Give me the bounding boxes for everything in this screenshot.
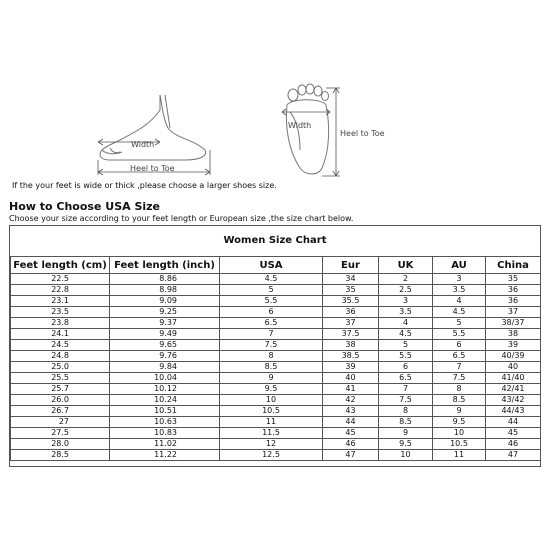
table-row bbox=[11, 351, 541, 362]
table-cell: 5 bbox=[379, 340, 433, 351]
table-cell: 45 bbox=[486, 428, 541, 439]
table-cell: 10 bbox=[379, 450, 433, 461]
table-cell: 41 bbox=[323, 384, 379, 395]
table-cell: 40/39 bbox=[486, 351, 541, 362]
table-cell: 10.5 bbox=[433, 439, 486, 450]
table-cell: 44 bbox=[486, 417, 541, 428]
sole-heel-arrow bbox=[322, 88, 340, 176]
table-cell: 6 bbox=[433, 340, 486, 351]
table-cell: 35 bbox=[323, 285, 379, 296]
table-cell: 10.63 bbox=[110, 417, 220, 428]
table-cell: 7.5 bbox=[379, 395, 433, 406]
table-cell: 6.5 bbox=[379, 373, 433, 384]
table-row bbox=[11, 296, 541, 307]
table-cell: 9 bbox=[379, 428, 433, 439]
table-cell: 38.5 bbox=[323, 351, 379, 362]
table-cell: 10.83 bbox=[110, 428, 220, 439]
table-cell: 9 bbox=[433, 406, 486, 417]
table-cell: 8 bbox=[379, 406, 433, 417]
table-cell: 6.5 bbox=[433, 351, 486, 362]
table-cell: 36 bbox=[323, 307, 379, 318]
table-cell: 35.5 bbox=[323, 296, 379, 307]
table-body bbox=[11, 274, 541, 461]
table-cell: 9.5 bbox=[433, 417, 486, 428]
table-cell: 6.5 bbox=[220, 318, 323, 329]
table-cell: 24.1 bbox=[11, 329, 110, 340]
table-cell: 9.5 bbox=[220, 384, 323, 395]
table-cell: 9.25 bbox=[110, 307, 220, 318]
side-heel-label: Heel to Toe bbox=[130, 164, 175, 173]
table-cell: 9 bbox=[220, 373, 323, 384]
table-cell: 46 bbox=[323, 439, 379, 450]
table-cell: 24.5 bbox=[11, 340, 110, 351]
table-cell: 40 bbox=[323, 373, 379, 384]
table-cell: 8.86 bbox=[110, 274, 220, 285]
table-row bbox=[11, 362, 541, 373]
sole-heel-label: Heel to Toe bbox=[340, 129, 385, 138]
header-uk: UK bbox=[379, 257, 433, 274]
table-row bbox=[11, 428, 541, 439]
table-cell: 7 bbox=[379, 384, 433, 395]
table-cell: 25.7 bbox=[11, 384, 110, 395]
table-cell: 9.49 bbox=[110, 329, 220, 340]
table-cell: 34 bbox=[323, 274, 379, 285]
table-cell: 46 bbox=[486, 439, 541, 450]
table-cell: 4.5 bbox=[379, 329, 433, 340]
table-cell: 9.65 bbox=[110, 340, 220, 351]
table-row bbox=[11, 285, 541, 296]
table-cell: 9.84 bbox=[110, 362, 220, 373]
foot-side-view bbox=[100, 95, 206, 160]
table-cell: 5.5 bbox=[220, 296, 323, 307]
table-cell: 3 bbox=[379, 296, 433, 307]
table-cell: 10.24 bbox=[110, 395, 220, 406]
table-cell: 4.5 bbox=[433, 307, 486, 318]
header-feet-cm: Feet length (cm) bbox=[11, 257, 110, 274]
table-cell: 44/43 bbox=[486, 406, 541, 417]
table-cell: 23.1 bbox=[11, 296, 110, 307]
table-cell: 10.51 bbox=[110, 406, 220, 417]
table-cell: 4 bbox=[433, 296, 486, 307]
table-cell: 11 bbox=[433, 450, 486, 461]
wide-feet-tip: If the your feet is wide or thick ,please choose a larger shoes size. bbox=[12, 181, 277, 190]
table-cell: 7.5 bbox=[220, 340, 323, 351]
table-row bbox=[11, 329, 541, 340]
table-cell: 2 bbox=[379, 274, 433, 285]
table-cell: 9.5 bbox=[379, 439, 433, 450]
sole-width-arrow bbox=[282, 109, 330, 115]
table-cell: 37 bbox=[486, 307, 541, 318]
table-cell: 37 bbox=[323, 318, 379, 329]
table-cell: 10.5 bbox=[220, 406, 323, 417]
table-cell: 26.0 bbox=[11, 395, 110, 406]
table-cell: 39 bbox=[486, 340, 541, 351]
table-cell: 9.76 bbox=[110, 351, 220, 362]
table-cell: 36 bbox=[486, 285, 541, 296]
foot-measurement-illustration bbox=[0, 0, 550, 180]
chart-title: Women Size Chart bbox=[223, 235, 327, 246]
table-cell: 43 bbox=[323, 406, 379, 417]
table-cell: 27.5 bbox=[11, 428, 110, 439]
table-cell: 11.5 bbox=[220, 428, 323, 439]
table-cell: 28.0 bbox=[11, 439, 110, 450]
table-cell: 42 bbox=[323, 395, 379, 406]
table-cell: 44 bbox=[323, 417, 379, 428]
header-au: AU bbox=[433, 257, 486, 274]
table-cell: 38 bbox=[323, 340, 379, 351]
table-cell: 3.5 bbox=[379, 307, 433, 318]
header-usa: USA bbox=[220, 257, 323, 274]
table-cell: 25.0 bbox=[11, 362, 110, 373]
table-cell: 35 bbox=[486, 274, 541, 285]
table-cell: 23.8 bbox=[11, 318, 110, 329]
table-row bbox=[11, 406, 541, 417]
table-cell: 10.04 bbox=[110, 373, 220, 384]
table-cell: 8 bbox=[220, 351, 323, 362]
table-cell: 41/40 bbox=[486, 373, 541, 384]
table-row bbox=[11, 373, 541, 384]
table-cell: 5 bbox=[433, 318, 486, 329]
table-cell: 8.5 bbox=[220, 362, 323, 373]
size-table bbox=[10, 256, 541, 461]
table-cell: 2.5 bbox=[379, 285, 433, 296]
table-cell: 4 bbox=[379, 318, 433, 329]
header-feet-inch: Feet length (inch) bbox=[110, 257, 220, 274]
table-cell: 7 bbox=[220, 329, 323, 340]
table-cell: 8.5 bbox=[379, 417, 433, 428]
sole-width-label: Width bbox=[288, 121, 312, 130]
table-cell: 11.22 bbox=[110, 450, 220, 461]
table-cell: 4.5 bbox=[220, 274, 323, 285]
table-cell: 3.5 bbox=[433, 285, 486, 296]
table-cell: 9.09 bbox=[110, 296, 220, 307]
table-row bbox=[11, 274, 541, 285]
header-eur: Eur bbox=[323, 257, 379, 274]
table-header-row bbox=[11, 257, 541, 274]
table-cell: 8 bbox=[433, 384, 486, 395]
table-cell: 42/41 bbox=[486, 384, 541, 395]
table-cell: 22.8 bbox=[11, 285, 110, 296]
table-cell: 45 bbox=[323, 428, 379, 439]
table-cell: 7 bbox=[433, 362, 486, 373]
table-cell: 47 bbox=[323, 450, 379, 461]
table-cell: 6 bbox=[379, 362, 433, 373]
table-cell: 11.02 bbox=[110, 439, 220, 450]
table-cell: 10 bbox=[433, 428, 486, 439]
section-heading: How to Choose USA Size bbox=[9, 200, 161, 213]
table-cell: 24.8 bbox=[11, 351, 110, 362]
table-cell: 10.12 bbox=[110, 384, 220, 395]
table-cell: 26.7 bbox=[11, 406, 110, 417]
table-row bbox=[11, 395, 541, 406]
table-cell: 12.5 bbox=[220, 450, 323, 461]
table-cell: 9.37 bbox=[110, 318, 220, 329]
table-cell: 47 bbox=[486, 450, 541, 461]
table-cell: 7.5 bbox=[433, 373, 486, 384]
table-row bbox=[11, 417, 541, 428]
table-cell: 6 bbox=[220, 307, 323, 318]
table-cell: 23.5 bbox=[11, 307, 110, 318]
table-cell: 5 bbox=[220, 285, 323, 296]
table-cell: 27 bbox=[11, 417, 110, 428]
table-cell: 5.5 bbox=[433, 329, 486, 340]
table-row bbox=[11, 450, 541, 461]
table-row bbox=[11, 384, 541, 395]
table-row bbox=[11, 439, 541, 450]
table-cell: 37.5 bbox=[323, 329, 379, 340]
table-cell: 12 bbox=[220, 439, 323, 450]
table-row bbox=[11, 318, 541, 329]
table-cell: 25.5 bbox=[11, 373, 110, 384]
table-cell: 5.5 bbox=[379, 351, 433, 362]
table-cell: 36 bbox=[486, 296, 541, 307]
table-cell: 38 bbox=[486, 329, 541, 340]
size-chart bbox=[9, 225, 541, 467]
table-cell: 3 bbox=[433, 274, 486, 285]
table-cell: 43/42 bbox=[486, 395, 541, 406]
table-row bbox=[11, 307, 541, 318]
table-cell: 8.5 bbox=[433, 395, 486, 406]
table-cell: 8.98 bbox=[110, 285, 220, 296]
side-width-label: Width bbox=[131, 140, 155, 149]
table-cell: 28.5 bbox=[11, 450, 110, 461]
table-cell: 22.5 bbox=[11, 274, 110, 285]
table-cell: 39 bbox=[323, 362, 379, 373]
table-cell: 11 bbox=[220, 417, 323, 428]
table-cell: 40 bbox=[486, 362, 541, 373]
table-cell: 10 bbox=[220, 395, 323, 406]
table-row bbox=[11, 340, 541, 351]
table-cell: 38/37 bbox=[486, 318, 541, 329]
section-subheading: Choose your size according to your feet length or European size ,the size chart below. bbox=[9, 214, 354, 223]
header-china: China bbox=[486, 257, 541, 274]
